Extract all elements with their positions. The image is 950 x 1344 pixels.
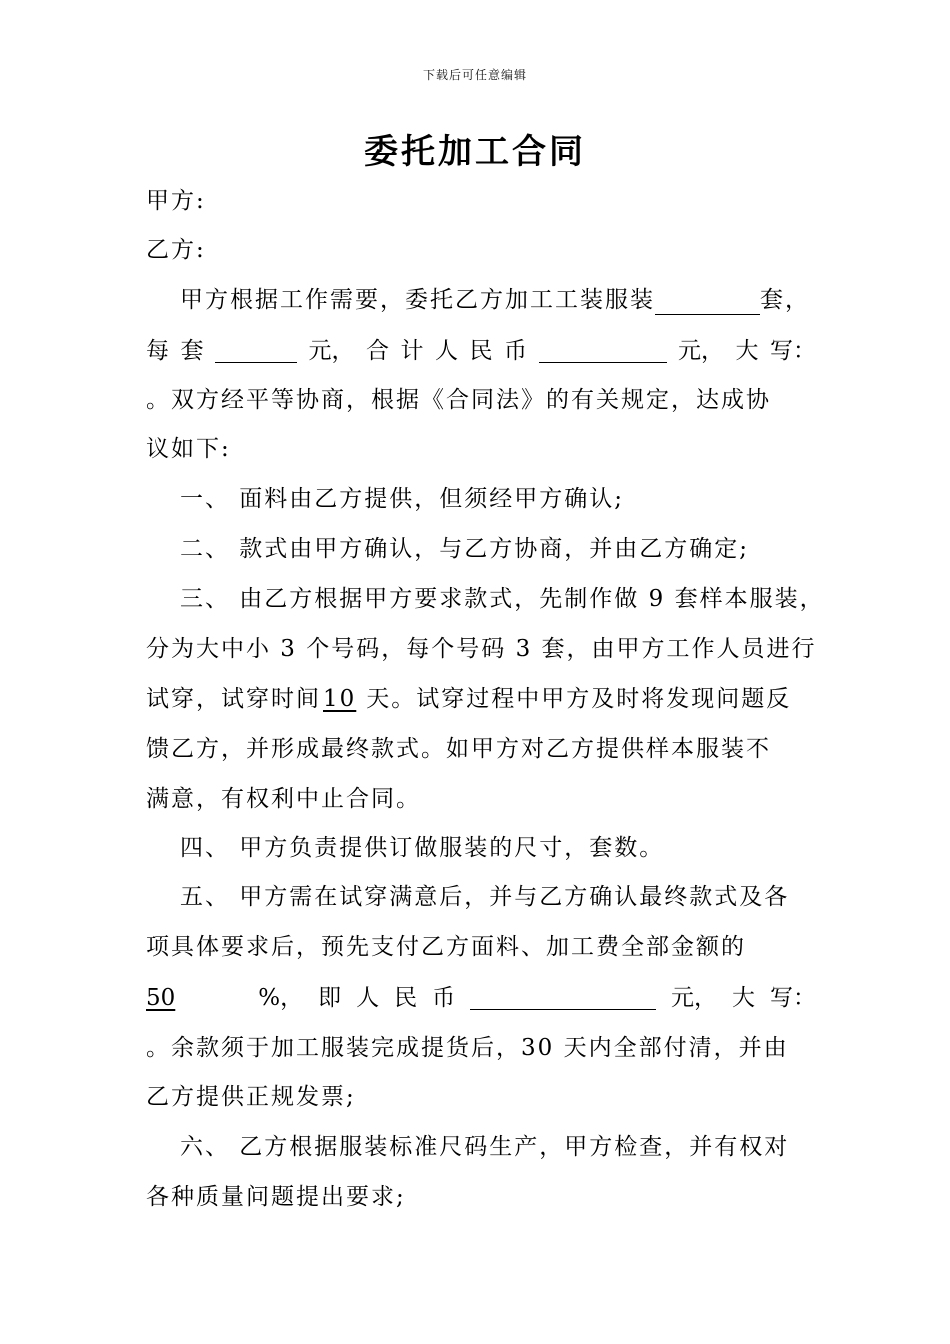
clause-3-line3 xyxy=(146,684,816,714)
clause-6-line1: 六、 乙方根据服装标准尺码生产，甲方检查，并有权对 xyxy=(180,1134,790,1160)
total-amount-blank xyxy=(539,336,667,363)
para1-line3: 。双方经平等协商，根据《合同法》的有关规定，达成协 xyxy=(146,387,771,413)
para1-char: 套 xyxy=(180,338,204,364)
header-note: 下载后可任意编辑 xyxy=(422,68,527,82)
para1-char: 元， xyxy=(308,338,355,364)
clause-5-line3 xyxy=(146,983,816,1013)
clause-5-char: 币 xyxy=(432,985,456,1011)
clause-5-char: 元， xyxy=(671,985,718,1011)
para1-char: 民 xyxy=(469,338,493,364)
clause-5-char: 民 xyxy=(394,985,418,1011)
prepay-amount-blank xyxy=(470,983,656,1010)
clause-3-line2: 分为大中小 3 个号码，每个号码 3 套，由甲方工作人员进行 xyxy=(146,636,817,662)
para1-char: 币 xyxy=(504,338,527,364)
unit-price-blank xyxy=(215,336,297,363)
clause-2: 二、 款式由甲方确认，与乙方协商，并由乙方确定; xyxy=(180,536,750,562)
clause-5-line5: 乙方提供正规发票; xyxy=(146,1084,356,1110)
quantity-blank xyxy=(655,288,760,315)
clause-5-char: 写： xyxy=(770,985,816,1011)
clause-3-line4: 馈乙方，并形成最终款式。如甲方对乙方提供样本服装不 xyxy=(146,736,771,762)
clause-3-line3-a: 试穿，试穿时间 xyxy=(146,686,321,712)
clause-3-line1: 三、 由乙方根据甲方要求款式，先制作做 9 套样本服装， xyxy=(180,586,825,612)
trial-days-value: 10 xyxy=(323,686,357,712)
clause-5-line1: 五、 甲方需在试穿满意后，并与乙方确认最终款式及各 xyxy=(180,884,790,910)
para1-char: 写： xyxy=(770,338,816,364)
para1-line1-text: 甲方根据工作需要，委托乙方加工工装服装 xyxy=(180,287,655,313)
clause-5-char: 人 xyxy=(356,985,380,1011)
clause-5-line4: 。余款须于加工服装完成提货后，30 天内全部付清，并由 xyxy=(146,1035,789,1061)
para1-char: 元， xyxy=(678,338,724,364)
clause-6-line2: 各种质量问题提出要求; xyxy=(146,1184,406,1210)
clause-3-line3-b: 天。试穿过程中甲方及时将发现问题反 xyxy=(366,686,792,712)
para1-char: 合 xyxy=(366,338,389,364)
clause-5-line2: 项具体要求后，预先支付乙方面料、加工费全部金额的 xyxy=(146,934,746,960)
party-a-label: 甲方: xyxy=(146,188,206,214)
clause-1: 一、 面料由乙方提供，但须经甲方确认; xyxy=(180,486,625,512)
para1-line2 xyxy=(146,336,816,366)
para1-char: 每 xyxy=(146,338,169,364)
para1-char: 计 xyxy=(400,338,424,364)
clause-5-char: 大 xyxy=(732,985,756,1011)
clause-5-char: %， xyxy=(258,985,304,1011)
para1-line1-end: 套， xyxy=(760,287,810,313)
para1-char: 人 xyxy=(435,338,458,364)
para1-line1 xyxy=(146,285,850,315)
clause-4: 四、 甲方负责提供订做服装的尺寸，套数。 xyxy=(180,835,665,861)
clause-5-char: 即 xyxy=(318,985,342,1011)
prepay-percent-value: 50 xyxy=(146,985,176,1011)
clause-3-line5: 满意，有权利中止合同。 xyxy=(146,786,421,812)
para1-line4: 议如下: xyxy=(146,436,231,462)
document-title: 委托加工合同 xyxy=(364,132,586,172)
para1-char: 大 xyxy=(735,338,759,364)
party-b-label: 乙方: xyxy=(146,237,206,263)
